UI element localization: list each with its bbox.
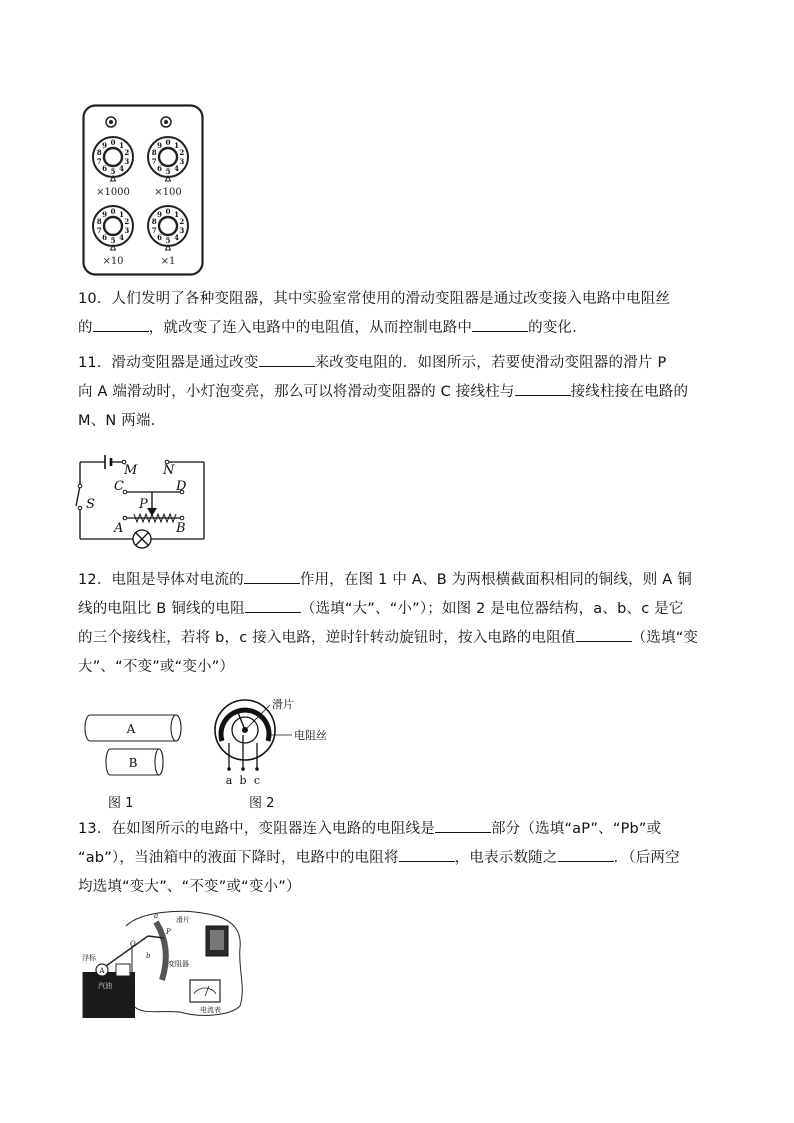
dial-digit: 0 [110,207,116,216]
float-label: 浮标 [82,954,96,962]
q11-line-1: 11．滑动变阻器是通过改变 来改变电阻的．如图所示，若要使滑动变阻器的滑片 P [78,349,718,378]
dial-digit: 1 [119,140,124,150]
dial-digit: 3 [124,157,130,166]
answer-blank[interactable] [515,381,571,396]
dial-digit: 5 [110,236,116,245]
question-10 [78,285,718,343]
q10-line-1: 10．人们发明了各种变阻器，其中实验室常使用的滑动变阻器是通过改变接入电路中电阻丝 [78,291,671,307]
dial-digit: 0 [165,207,171,216]
q13-line-3: 均选填“变大”、“不变”或“变小”） [78,879,301,895]
slider-label-13: 滑片 [176,916,190,924]
dial-digit: 4 [119,233,124,243]
dial-digit: 0 [165,138,171,147]
dial-digit: 9 [157,140,162,150]
q12-line-3: 的三个接线柱，若将 b，c 接入电路，逆时针转动旋钮时，按入电路的电阻值 （选填“变 [78,624,718,653]
oil-tank-circuit-figure [80,908,250,1020]
dial-digit: 7 [96,226,102,235]
dial-digit: 5 [110,167,116,176]
terminal-a-label: a [225,774,233,787]
label-P: P [139,497,148,512]
label-C: C [114,479,124,494]
dial-digit: 5 [165,236,171,245]
label-b-13: b [146,952,151,960]
dial-digit: 2 [179,148,185,157]
terminal-c-label: c [253,774,261,787]
slider-label: 滑片 [272,698,294,711]
dial-digit: 1 [119,209,124,219]
resistance-box-figure [82,104,204,276]
dial-digit: 0 [110,138,116,147]
figure-1-caption: 图 1 [108,796,134,811]
dial-digit: 8 [151,217,157,226]
answer-blank[interactable] [259,352,315,367]
label-A: A [114,521,124,536]
q12-line-4: 大”、“不变”或“变小”） [78,659,235,675]
q11-line-3: M、N 两端． [78,413,166,429]
dial-digit: 4 [174,164,179,174]
resistance-wire-label: 电阻丝 [294,729,327,742]
label-O-13: O [130,940,136,948]
question-11 [78,349,718,436]
answer-blank[interactable] [93,317,149,332]
dial-digit: 4 [174,233,179,243]
dial-digit: 3 [124,226,130,235]
wire-a-label: A [126,722,136,736]
label-P-13: P [166,928,171,936]
answer-blank[interactable] [399,847,455,862]
question-12 [78,566,718,682]
label-B: B [176,521,186,536]
label-S: S [86,497,95,512]
dial-digit: 9 [102,140,107,150]
dial-label-x100: ×100 [154,187,182,198]
dial-digit: 9 [157,209,162,219]
q12-line-2: 线的电阻比 B 铜线的电阻 （选填“大”、“小”）；如图 2 是电位器结构，a、b、c 是它 [78,595,718,624]
dial-digit: 6 [102,233,107,243]
label-a-13: a [154,912,159,920]
potentiometer-figure [212,695,342,791]
dial-digit: 6 [157,233,162,243]
oil-label: 汽油 [98,982,112,990]
answer-blank[interactable] [576,627,632,642]
answer-blank[interactable] [245,598,301,613]
dial-digit: 1 [174,140,179,150]
dial-digit: 2 [179,217,185,226]
dial-digit: 6 [102,164,107,174]
figure-2-caption: 图 2 [249,796,275,811]
float-letter: A [99,967,105,975]
dial-digit: 2 [124,217,130,226]
dial-digit: 8 [96,217,102,226]
terminal-b-label: b [239,774,247,787]
q12-line-1: 12．电阻是导体对电流的 作用，在图 1 中 A、B 为两根横截面积相同的铜线，则 A 铜 [78,566,718,595]
wire-b-label: B [128,756,138,770]
dial-digit: 1 [174,209,179,219]
dial-digit: 7 [96,157,102,166]
dial-digit: 7 [151,157,157,166]
question-13 [78,815,718,902]
circuit-diagram [72,450,212,555]
dial-digit: 4 [119,164,124,174]
copper-wires-figure [84,712,184,778]
label-M: M [124,463,138,478]
dial-label-x1000: ×1000 [96,187,130,198]
dial-digit: 2 [124,148,130,157]
dial-digit: 8 [151,148,157,157]
dial-digit: 8 [96,148,102,157]
ammeter-label: 电流表 [200,1006,221,1014]
label-D: D [176,479,187,494]
dial-digit: 6 [157,164,162,174]
answer-blank[interactable] [558,847,614,862]
dial-label-x10: ×10 [102,256,124,267]
dial-digit: 7 [151,226,157,235]
dial-digit: 9 [102,209,107,219]
q11-line-2: 向 A 端滑动时，小灯泡变亮，那么可以将滑动变阻器的 C 接线柱与 接线柱接在电路的 [78,378,718,407]
dial-digit: 5 [165,167,171,176]
q13-line-1: 13．在如图所示的电路中，变阻器连入电路的电阻线是 部分（选填“aP”、“Pb”或 [78,815,718,844]
dial-digit: 3 [179,226,185,235]
answer-blank[interactable] [435,818,491,833]
q13-line-2: “ab”），当油箱中的液面下降时，电路中的电阻将 ，电表示数随之 ．（后两空 [78,844,718,873]
dial-label-x1: ×1 [160,256,176,267]
answer-blank[interactable] [472,317,528,332]
answer-blank[interactable] [244,569,300,584]
dial-digit: 3 [179,157,185,166]
rheostat-label: 变阻器 [168,960,189,968]
q10-line-2: 的 ，就改变了连入电路中的电阻值，从而控制电路中 的变化． [78,314,718,343]
label-N: N [163,463,175,478]
